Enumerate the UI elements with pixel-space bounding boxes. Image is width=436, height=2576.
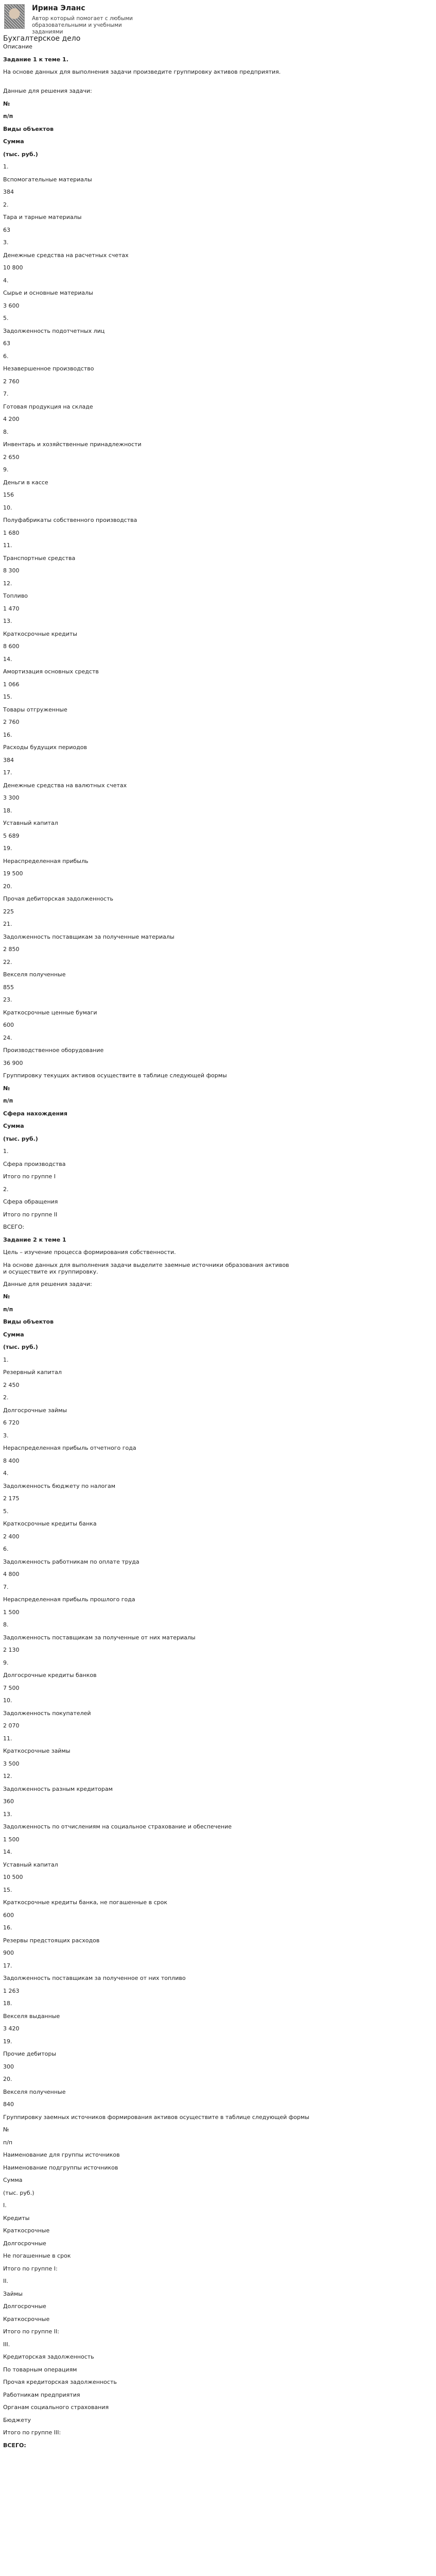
document-line: 23. [3,996,12,1003]
document-line: Задолженность разным кредиторам [3,1785,113,1792]
document-line: 17. [3,1962,12,1969]
document-line: 225 [3,908,14,915]
document-line: Краткосрочные [3,2315,50,2323]
document-line: 18. [3,807,12,814]
author-card[interactable] [3,3,423,35]
document-line: Незавершенное производство [3,365,94,372]
document-line: 2 175 [3,1495,20,1502]
document-line: 22. [3,958,12,965]
document-line: Задолженность поставщикам за полученные материалы [3,933,175,940]
document-line: Уставный капитал [3,1861,58,1868]
document-line: 11. [3,1735,12,1742]
document-line: (тыс. руб.) [3,1135,38,1142]
document-line: Кредиты [3,2214,30,2222]
document-line: 3. [3,1432,9,1439]
document-line: 2 760 [3,719,20,725]
document-line: 3 600 [3,302,20,309]
document-line: 8 400 [3,1457,20,1464]
document-line: 63 [3,340,10,347]
document-line: Долгосрочные [3,2303,46,2310]
document-line: Производственное оборудование [3,1047,104,1054]
document-line: 19. [3,2038,12,2045]
document-line: 13. [3,618,12,624]
document-line: 1. [3,1356,9,1363]
document-line: Наименование подгруппы источников [3,2164,118,2171]
document-line: 855 [3,984,14,991]
document-line: № [3,100,10,107]
document-line: 14. [3,655,12,663]
document-line: Денежные средства на расчетных счетах [3,251,129,259]
document-line: Работникам предприятия [3,2391,80,2398]
document-line: Товары отгруженные [3,706,67,713]
document-line: Задолженность подотчетных лиц [3,327,105,334]
document-line: 6 720 [3,1419,20,1426]
document-line: 600 [3,1022,14,1028]
document-line: Сумма [3,1123,24,1129]
document-line: Задолженность поставщикам за полученное от них топливо [3,1975,186,1981]
document-line: 840 [3,2101,14,2108]
document-line: Тара и тарные материалы [3,214,82,221]
document-line: 9. [3,1659,9,1666]
document-line: п/п [3,1097,13,1104]
document-line: 3 500 [3,1760,20,1767]
document-line: 7. [3,1583,9,1590]
document-line: Денежные средства на валютных счетах [3,782,127,789]
document-line: 1. [3,1148,9,1155]
document-line: 10 800 [3,264,23,271]
document-line: 2 650 [3,453,20,461]
document-line: 10. [3,1697,12,1704]
document-line: Данные для решения задачи: [3,1280,92,1287]
document-line: 24. [3,1034,12,1041]
document-line: Сфера производства [3,1160,66,1167]
document-line: 384 [3,756,14,764]
document-line: Задолженность поставщикам за полученные от них материалы [3,1634,196,1641]
document-line: 4 800 [3,1571,20,1578]
document-line: 2. [3,1185,9,1193]
document-body [3,43,423,2454]
document-line: 13. [3,1810,12,1818]
document-line: 1 470 [3,605,20,612]
document-line: № [3,1293,10,1300]
author-description: Автор который помогает с любыми образовательными и учебными заданиями [32,15,133,35]
document-line: Задолженность работникам по оплате труда [3,1558,139,1565]
document-line: III. [3,2341,10,2348]
document-line: 12. [3,1773,12,1780]
document-line: I. [3,2202,7,2209]
document-line: Не погашенные в срок [3,2252,71,2259]
document-line: 8. [3,428,9,435]
document-line: 9. [3,466,9,473]
document-line: 16. [3,731,12,738]
document-line: 156 [3,492,14,498]
document-line: Итого по группе I: [3,2265,58,2272]
document-line: 7 500 [3,1684,20,1691]
document-line: Сфера обращения [3,1198,58,1205]
document-line: 384 [3,189,14,195]
document-line: Задолженность покупателей [3,1709,91,1717]
document-line: Краткосрочные ценные бумаги [3,1009,97,1016]
document-line: ВСЕГО: [3,1224,25,1230]
document-line: 1 263 [3,1987,20,1994]
document-line: 2 400 [3,1533,20,1540]
document-line: Векселя полученные [3,2088,66,2095]
document-line: Кредиторская задолженность [3,2353,94,2360]
document-line: 360 [3,1798,14,1805]
document-line: Прочие дебиторы [3,2050,57,2057]
document-line: Инвентарь и хозяйственные принадлежности [3,441,142,448]
document-line: 900 [3,1950,14,1956]
document-line: Расходы будущих периодов [3,744,88,751]
document-line: На основе данных для выполнения задачи произведите группировку активов предприятия. [3,69,281,75]
document-line: 6. [3,352,9,360]
document-line: Задолженность бюджету по налогам [3,1482,116,1489]
document-line: Бюджету [3,2416,31,2424]
document-line: Долгосрочные [3,2240,46,2247]
document-line: На основе данных для выполнения задачи выделите заемные источники образования активов и осуществите их группировку. [3,1261,289,1275]
document-line: 7. [3,391,9,397]
author-name[interactable]: Ирина Эланс [32,4,85,12]
document-line: 20. [3,883,12,890]
document-line: 2. [3,201,9,208]
document-line: 4. [3,277,9,284]
document-line: Краткосрочные кредиты банка [3,1520,97,1527]
document-line: Органам социального страхования [3,2404,109,2411]
document-line: Амортизация основных средств [3,668,99,675]
document-line: Задолженность по отчислениям на социальное страхование и обеспечение [3,1823,232,1830]
document-line: Векселя выданные [3,2012,60,2020]
document-line: Векселя полученные [3,971,66,978]
document-line: Задание 2 к теме 1 [3,1236,66,1243]
document-line: 15. [3,1886,12,1893]
document-line: Сырье и основные материалы [3,290,93,296]
document-line: п/п [3,2139,13,2146]
document-line: По товарным операциям [3,2366,77,2373]
document-line: 2. [3,1394,9,1401]
document-line: Прочая дебиторская задолженность [3,895,113,902]
document-line: 16. [3,1924,12,1931]
document-line: 3. [3,239,9,246]
document-line: 5. [3,1507,9,1515]
document-line: 10. [3,504,12,511]
document-line: Виды объектов [3,125,54,132]
document-line: Итого по группе III: [3,2429,61,2436]
document-line: 1 680 [3,529,20,536]
document-line: п/п [3,113,13,120]
document-line: 1 500 [3,1608,20,1616]
document-line: 8 600 [3,643,20,650]
document-line: Виды объектов [3,1318,54,1325]
document-line: 1 500 [3,1836,20,1843]
document-line: 8. [3,1621,9,1628]
document-line: Резервный капитал [3,1369,62,1376]
document-line: № [3,2126,9,2133]
document-line: Топливо [3,592,28,599]
document-line: 36 900 [3,1059,23,1066]
document-line: Прочая кредиторская задолженность [3,2379,117,2385]
document-line: Полуфабрикаты собственного производства [3,517,137,523]
document-line: 4. [3,1470,9,1477]
document-line: Вспомогательные материалы [3,176,92,183]
document-line: (тыс. руб.) [3,2189,34,2196]
document-line: Цель – изучение процесса формирования собственности. [3,1249,176,1256]
document-line: 300 [3,2063,14,2070]
document-line: 4 200 [3,416,20,422]
document-line: 21. [3,921,12,927]
document-line: Нераспределенная прибыль [3,857,89,865]
document-line: 19. [3,845,12,852]
document-line: Наименование для группы источников [3,2151,120,2158]
document-line: 10 500 [3,1874,23,1880]
document-line: 600 [3,1911,14,1919]
document-line: 15. [3,693,12,700]
author-info [32,3,150,36]
document-line: 2 130 [3,1647,20,1653]
document-line: 3 300 [3,794,20,801]
document-line: 63 [3,226,10,233]
document-line: Долгосрочные займы [3,1406,67,1414]
document-line: 2 450 [3,1381,20,1388]
document-line: Краткосрочные кредиты банка, не погашенные в срок [3,1899,167,1906]
document-line: Сумма [3,138,24,145]
document-line: Описание [3,43,32,50]
document-line: Резервы предстоящих расходов [3,1937,100,1944]
document-line: (тыс. руб.) [3,150,38,158]
document-line: 3 420 [3,2025,20,2032]
document-line: (тыс. руб.) [3,1344,38,1350]
document-line: п/п [3,1306,13,1313]
document-line: 18. [3,2000,12,2007]
document-line: Задание 1 к теме 1. [3,56,68,63]
document-line: II. [3,2278,8,2284]
document-title: Бухгалтерское дело [3,35,81,43]
document-line: Деньги в кассе [3,479,48,486]
document-line: № [3,1084,10,1092]
document-line: 8 300 [3,567,20,574]
document-line: Итого по группе II [3,1211,58,1218]
document-line: Сумма [3,1331,24,1338]
document-line: Краткосрочные кредиты [3,630,77,637]
document-line: Нераспределенная прибыль отчетного года [3,1445,136,1451]
document-line: Группировку текущих активов осуществите в таблице следующей формы [3,1072,227,1079]
document-line: 2 070 [3,1722,20,1729]
document-line: Итого по группе II: [3,2328,59,2335]
document-line: 5 689 [3,832,20,839]
document-line: Группировку заемных источников формирования активов осуществите в таблице следующей формы [3,2113,309,2121]
document-line: 11. [3,542,12,549]
document-line: Краткосрочные [3,2227,50,2234]
document-line: 5. [3,315,9,321]
document-line: 1. [3,163,9,170]
document-line: 6. [3,1546,9,1552]
document-line: 20. [3,2076,12,2082]
author-avatar[interactable] [4,4,25,29]
document-line: 12. [3,580,12,587]
document-line: Сумма [3,2177,23,2183]
document-line: Долгосрочные кредиты банков [3,1672,97,1679]
document-line: Транспортные средства [3,554,76,562]
document-line: ВСЕГО: [3,2442,26,2449]
document-line: Займы [3,2290,23,2297]
document-line: Краткосрочные займы [3,1748,71,1754]
document-line: Сфера нахождения [3,1110,67,1117]
document-line: 1 066 [3,681,20,688]
document-line: 2 760 [3,378,20,385]
document-line: 14. [3,1849,12,1855]
document-line: 2 850 [3,946,20,953]
document-line: Уставный капитал [3,820,58,826]
document-line: 17. [3,769,12,776]
document-line: 19 500 [3,870,23,877]
document-line: Готовая продукция на складе [3,403,93,410]
document-line: Данные для решения задачи: [3,88,92,94]
document-line: Нераспределенная прибыль прошлого года [3,1596,135,1603]
document-line: Итого по группе I [3,1173,56,1180]
